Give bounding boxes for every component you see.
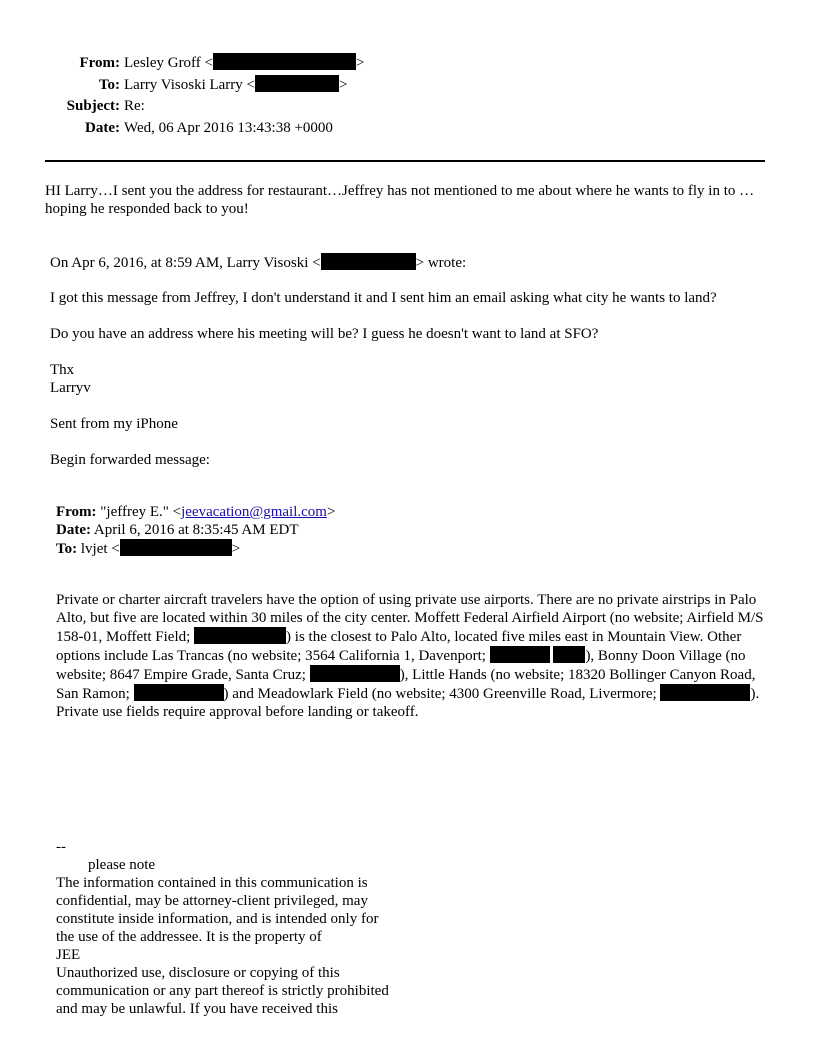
header-subject-value: Re: (124, 98, 145, 114)
fwd-from-row (56, 503, 335, 521)
redaction-block (553, 646, 585, 663)
redaction-block (134, 684, 224, 701)
header-date-value: Wed, 06 Apr 2016 13:43:38 +0000 (124, 120, 333, 136)
quote-signoff: Larryv (50, 380, 91, 396)
quote-intro-text: On Apr 6, 2016, at 8:59 AM, Larry Visoski < (50, 255, 321, 271)
sig-note: please note (88, 857, 156, 873)
redaction-block (490, 646, 550, 663)
quote-sent-from: Sent from my iPhone (50, 416, 178, 432)
fwd-from-close: > (326, 504, 336, 520)
header-divider (45, 160, 765, 162)
fwd-body-text: ) is the closest to Palo Alto, located five miles east in Mountain View. Other options include Las Trancas (no website; 3564 California 1, Davenport; (56, 629, 742, 664)
fwd-to-close: > (231, 541, 241, 557)
fwd-body-paragraph (56, 591, 764, 721)
fwd-body-text: ), Little Hands (no website; 18320 Bollinger Canyon Road, San Ramon; (56, 667, 756, 702)
disclaimer-line: the use of the addressee. It is the property of (56, 929, 322, 945)
redaction-block (321, 253, 416, 270)
fwd-from-label: From: (56, 504, 97, 520)
redaction-block (120, 539, 232, 556)
disclaimer-line: and may be unlawful. If you have received this (56, 1001, 338, 1017)
fwd-body-text: ), Bonny Doon Village (no website; 8647 Empire Grade, Santa Cruz; (56, 648, 746, 683)
header-from-close: > (356, 55, 365, 71)
header-to-close: > (339, 77, 348, 93)
fwd-date-value: April 6, 2016 at 8:35:45 AM EDT (93, 522, 299, 538)
redaction-block (660, 684, 750, 701)
fwd-to-label: To: (56, 541, 78, 557)
fwd-from-email-link[interactable]: jeevacation@gmail.com (181, 504, 327, 520)
header-to-value: Larry Visoski Larry < (124, 77, 256, 93)
redaction-block (310, 665, 400, 682)
redaction-block (255, 75, 339, 92)
fwd-to-value: lvjet < (80, 541, 120, 557)
disclaimer-line: JEE (56, 947, 81, 963)
disclaimer-line: constitute inside information, and is intended only for (56, 911, 379, 927)
header-to-row (0, 75, 760, 94)
fwd-body-text: ). Private use fields require approval before landing or takeoff. (56, 686, 760, 720)
disclaimer-line: confidential, may be attorney-client privileged, may (56, 893, 368, 909)
quote-line-1: I got this message from Jeffrey, I don't understand it and I sent him an email asking what city he wants to land? (50, 290, 717, 306)
quote-intro (50, 253, 770, 272)
fwd-from-name: "jeffrey E." < (100, 504, 182, 520)
disclaimer-line: Unauthorized use, disclosure or copying of this (56, 965, 340, 981)
sig-dashes: -- (56, 839, 66, 855)
fwd-date-label: Date: (56, 522, 91, 538)
header-to-label: To: (98, 77, 120, 93)
header-from-row (0, 53, 760, 72)
quote-intro-tail: > wrote: (415, 255, 467, 271)
fwd-date-row (56, 521, 299, 539)
disclaimer-line: The information contained in this communication is (56, 875, 368, 891)
disclaimer-line: communication or any part thereof is strictly prohibited (56, 983, 389, 999)
header-date-label: Date: (85, 120, 120, 136)
header-from-label: From: (79, 55, 120, 71)
header-from-value: Lesley Groff < (124, 55, 213, 71)
header-subject-row (0, 97, 760, 115)
quote-forwarded-label: Begin forwarded message: (50, 452, 210, 468)
quote-thx: Thx (50, 362, 75, 378)
fwd-body-text: ) and Meadowlark Field (no website; 4300 Greenville Road, Livermore; (223, 686, 661, 702)
header-subject-label: Subject: (66, 98, 120, 114)
quote-line-2: Do you have an address where his meeting will be? I guess he doesn't want to land at SFO? (50, 326, 599, 342)
fwd-to-row (56, 539, 240, 558)
redaction-block (194, 627, 286, 644)
redaction-block (213, 53, 356, 70)
reply-text: HI Larry…I sent you the address for restaurant…Jeffrey has not mentioned to me about where he wants to fly in to …hoping he responded back to you! (45, 183, 755, 217)
fwd-body-text: Private or charter aircraft travelers have the option of using private use airports. There are no private airstrips in Palo Alto, but five are located within 30 miles of the city center. Moffett Federal Airfield Airport (no website; Airfield M/S 158-01, Moffett Field; (56, 592, 764, 645)
header-date-row (0, 119, 760, 137)
